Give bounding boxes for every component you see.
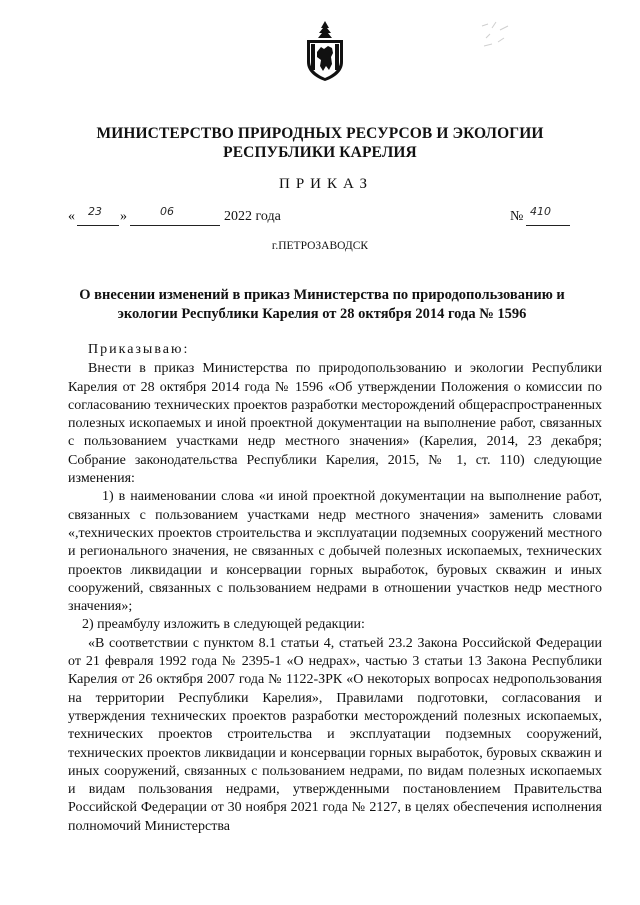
ministry-line-2: РЕСПУБЛИКИ КАРЕЛИЯ bbox=[223, 144, 417, 161]
document-title: О внесении изменений в приказ Министерства по природопользованию и экологии Республики Карелия от 28 октября 2014 года № 1596 bbox=[79, 287, 565, 322]
date-year: 2022 года bbox=[224, 209, 281, 224]
document-type: ПРИКАЗ bbox=[279, 176, 373, 192]
date-number-line bbox=[68, 205, 568, 231]
date-open-quote: « bbox=[68, 209, 75, 224]
karelia-coat-of-arms-icon bbox=[304, 20, 346, 82]
order-number-label: № bbox=[510, 209, 524, 224]
order-word: Приказываю: bbox=[88, 342, 190, 357]
ministry-name bbox=[60, 124, 580, 162]
number-underline bbox=[526, 225, 570, 226]
date-month: 06 bbox=[160, 205, 174, 218]
ministry-line-1: МИНИСТЕРСТВО ПРИРОДНЫХ РЕСУРСОВ И ЭКОЛОГИИ bbox=[96, 125, 544, 142]
month-underline bbox=[130, 225, 220, 226]
day-underline bbox=[77, 225, 119, 226]
paragraph-1: Внести в приказ Министерства по природопользованию и экологии Республики Карелия от 28 октября 2014 года № 1596 «Об утверждении Положения о комиссии по согласованию технических проектов разработки месторождений общераспространенных полезных ископаемых и иной проектной документации на выполнение работ, связанных с пользованием участками недр местного значения» (Карелия, 2014, 23 декабря; Собрание законодательства Республики Карелия, 2015, № 1, ст. 110) следующие изменения: bbox=[68, 361, 602, 487]
date-day: 23 bbox=[88, 205, 102, 218]
paragraph-2: «В соответствии с пунктом 8.1 статьи 4, статьей 23.2 Закона Российской Федерации от 21 февраля 1992 года № 2395-1 «О недрах», частью 3 статьи 13 Закона Республики Карелия от 26 октября 2007 года № 1122-ЗРК «О некоторых вопросах недропользования на территории Республики Карелия», Правилами подготовки, согласования и утверждения технических проектов разработки месторождений полезных ископаемых, технических проектов строительства и эксплуатации подземных сооружений, технических проектов ликвидации и консервации горных выработок, буровых скважин и иных сооружений, связанных с пользованием недрами, по видам полезных ископаемых и видам пользования недрами, утвержденными постановлением Правительства Российской Федерации от 30 ноября 2021 года № 2127, в целях обеспечения исполнения полномочий Министерства bbox=[68, 635, 602, 834]
order-number: 410 bbox=[530, 205, 551, 218]
document-body bbox=[68, 341, 602, 836]
list-item-1: 1) в наименовании слова «и иной проектной документации на выполнение работ, связанных с пользованием участками недр местного значения» заменить словами «,технических проектов строительства и эксплуатации подземных сооружений местного и регионального значения, не связанных с добычей полезных ископаемых, технических проектов ликвидации и консервации горных выработок, буровых скважин и иных сооружений, связанных с пользованием недрами в отношении участков недр местного значения»; bbox=[68, 489, 602, 615]
city: г.ПЕТРОЗАВОДСК bbox=[271, 240, 369, 252]
list-item-2: 2) преамбулу изложить в следующей редакции: bbox=[82, 617, 365, 633]
date-close-quote: » bbox=[120, 209, 127, 224]
faint-stamp-marks-icon bbox=[478, 20, 514, 50]
